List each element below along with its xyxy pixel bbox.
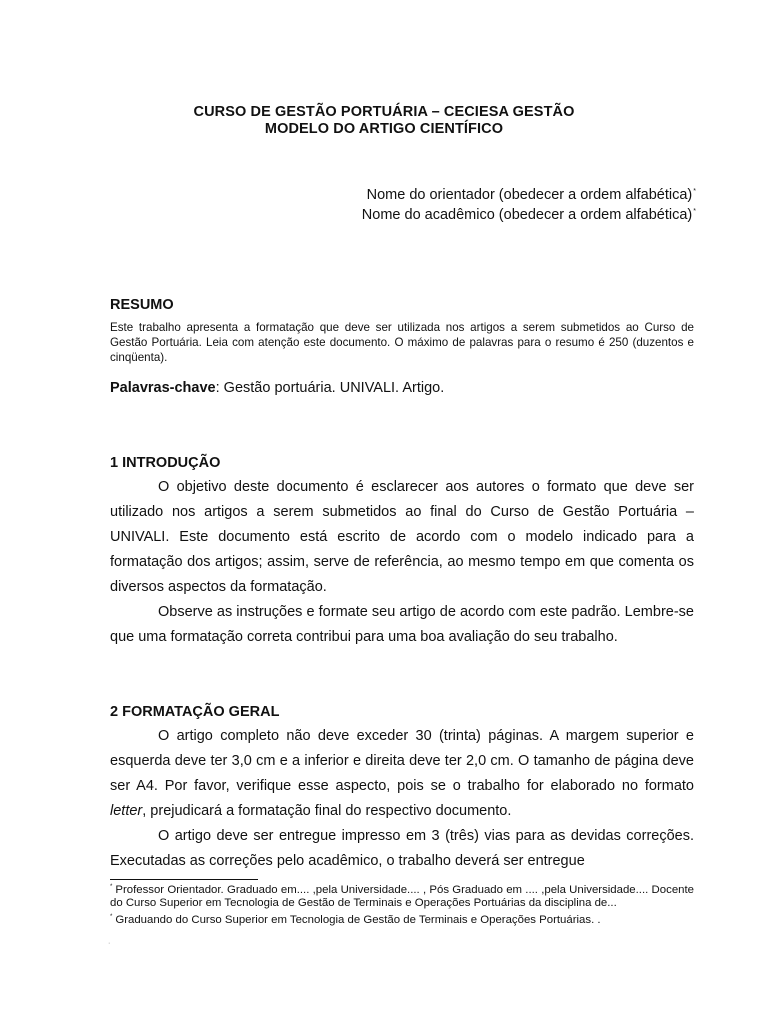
letter-format-term: letter (110, 803, 143, 819)
stray-mark: · (108, 940, 111, 947)
footnote-text: Professor Orientador. Graduado em.... ,pela Universidade.... , Pós Graduado em .... ,pela Universidade.... Docente do Curso Superior em Tecnologia de Gestão de Terminais e Operações Portuárias da disciplina de... (110, 883, 694, 910)
abstract-text: Este trabalho apresenta a formatação que deve ser utilizada nos artigos a serem submetidos ao Curso de Gestão Portuária. Leia com atenção este documento. O máximo de palavras para o resumo é 250 (duzentos e cinqüenta). (110, 321, 694, 364)
keywords-label: Palavras-chave (110, 380, 216, 396)
footnote-text: Graduando do Curso Superior em Tecnologia de Gestão de Terminais e Operações Portuárias. . (115, 913, 601, 926)
introduction-body (110, 475, 694, 650)
body-paragraph (110, 724, 694, 824)
keywords (110, 380, 444, 396)
footnote-mark: * (110, 913, 113, 920)
keywords-text: : Gestão portuária. UNIVALI. Artigo. (215, 380, 445, 396)
body-paragraph: O objetivo deste documento é esclarecer aos autores o formato que deve ser utilizado nos artigos a serem submetidos ao final do Curso de Gestão Portuária – UNIVALI. Este documento está escrito de acordo com o modelo indicado para a formatação dos artigos; assim, serve de referência, ao mesmo tempo em que comenta os diversos aspectos da formatação. (110, 479, 694, 595)
author-advisor (367, 187, 696, 203)
author-student-text: Nome do acadêmico (obedecer a ordem alfabética) (361, 207, 693, 223)
author-student-mark: * (693, 208, 696, 216)
footnote-advisor (110, 881, 694, 911)
body-paragraph: Observe as instruções e formate seu artigo de acordo com este padrão. Lembre-se que uma formatação correta contribui para uma boa avaliação do seu trabalho. (110, 604, 694, 645)
footnote-mark: * (110, 884, 113, 890)
author-advisor-text: Nome do orientador (obedecer a ordem alfabética) (366, 187, 693, 203)
section-heading-general-formatting: 2 FORMATAÇÃO GERAL (110, 704, 280, 720)
author-student (362, 207, 696, 223)
footnotes (110, 881, 694, 927)
section-heading-introduction: 1 INTRODUÇÃO (110, 455, 221, 471)
article-title: MODELO DO ARTIGO CIENTÍFICO (264, 121, 504, 137)
author-advisor-mark: * (693, 188, 696, 196)
general-formatting-body (110, 724, 694, 874)
abstract-heading: RESUMO (110, 297, 174, 313)
paragraph-text: , prejudicará a formatação final do respectivo documento. (142, 803, 512, 819)
course-title: CURSO DE GESTÃO PORTUÁRIA – CECIESA GESTÃO (193, 104, 575, 120)
footnote-separator (110, 879, 258, 880)
footnote-student (110, 911, 694, 927)
paragraph-text: O artigo completo não deve exceder 30 (trinta) páginas. A margem superior e esquerda deve ter 3,0 cm e a inferior e direita deve ter 2,0 cm. O tamanho de página deve ser A4. Por favor, verifique esse aspecto, pois se o trabalho for elaborado no formato (110, 728, 694, 794)
body-paragraph: O artigo deve ser entregue impresso em 3 (três) vias para as devidas correções. Executadas as correções pelo acadêmico, o trabalho deverá ser entregue (110, 828, 694, 869)
